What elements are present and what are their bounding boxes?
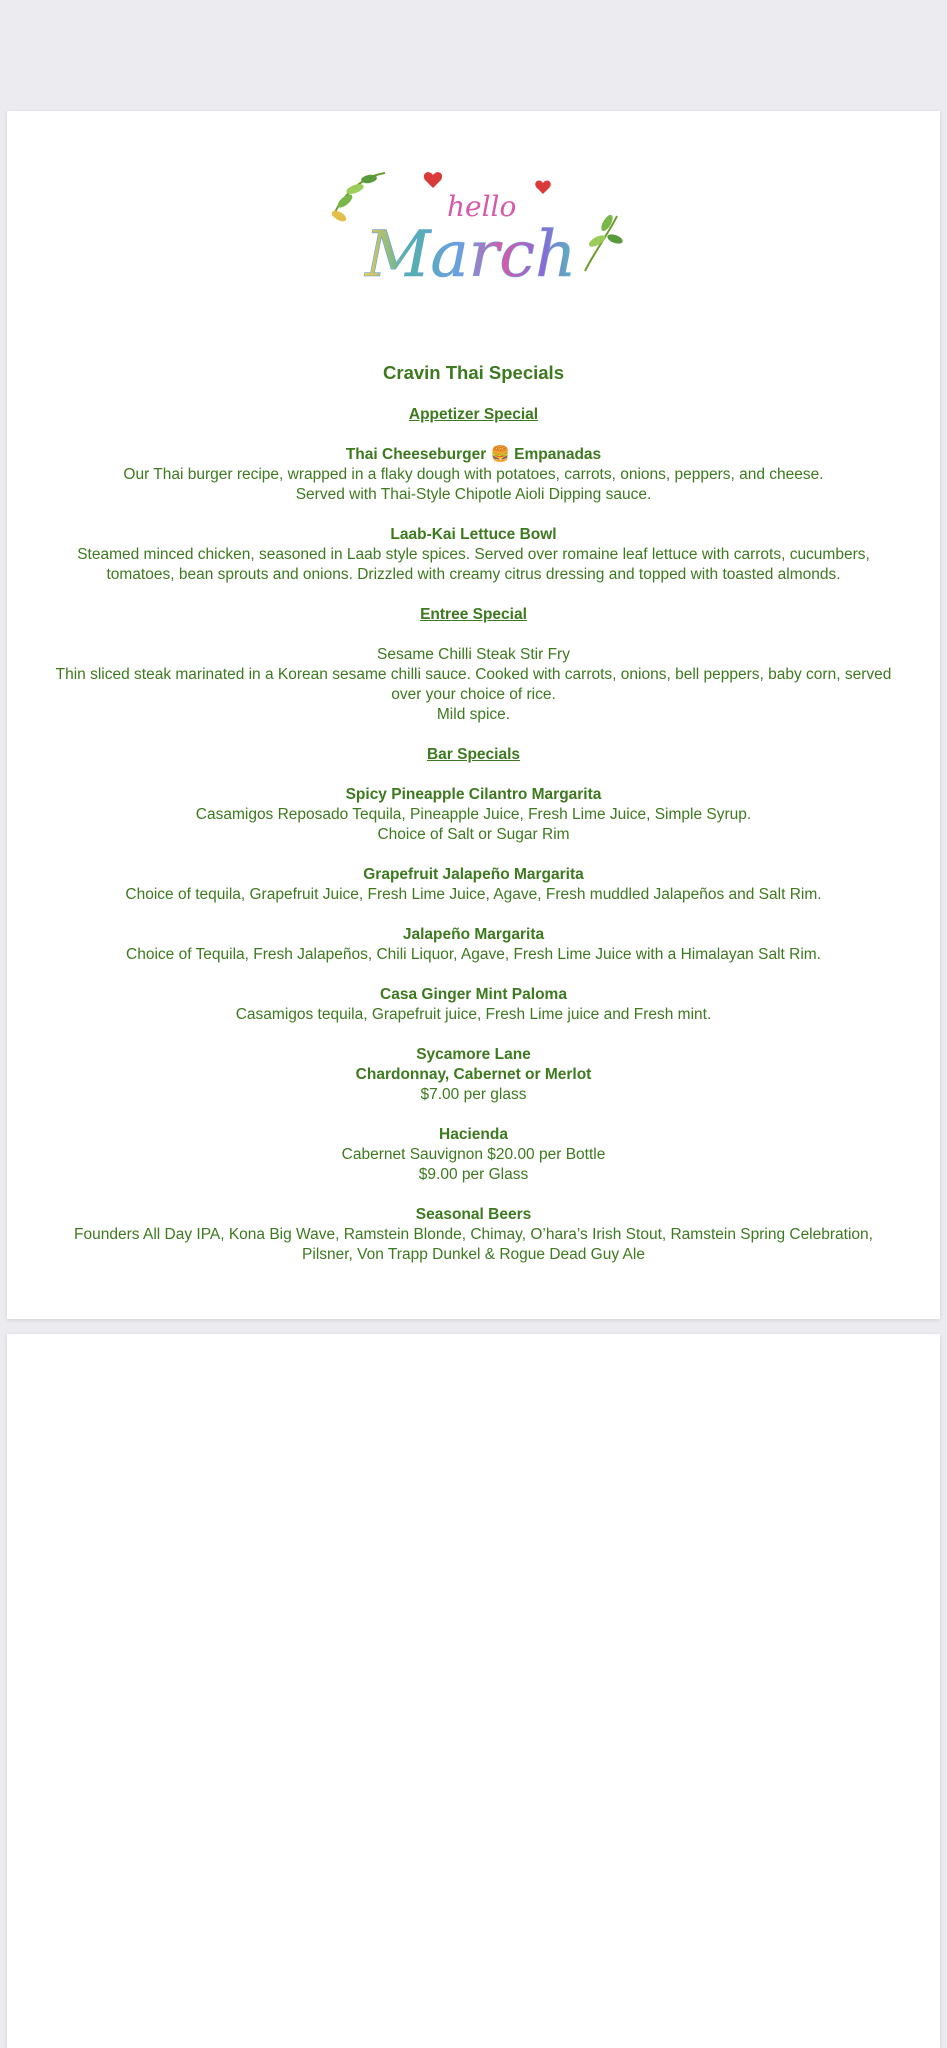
hello-march-logo [325,161,625,291]
empanadas-desc-2: Served with Thai-Style Chipotle Aioli Dipping sauce. [295,486,652,503]
menu-title: Cravin Thai Specials [383,362,564,383]
hacienda-name: Hacienda [439,1126,508,1143]
stir-fry-name: Sesame Chilli Steak Stir Fry [377,646,570,663]
menu-page-2 [7,1334,940,2048]
bar-heading: Bar Specials [426,746,521,763]
paloma-name: Casa Ginger Mint Paloma [380,986,567,1003]
seasonal-beers-desc-2: Pilsner, Von Trapp Dunkel & Rogue Dead Guy Ale [302,1246,645,1263]
lettuce-bowl-name: Laab-Kai Lettuce Bowl [390,526,557,543]
seasonal-beers-name: Seasonal Beers [415,1206,532,1223]
empanadas-name: Thai Cheeseburger 🍔 Empanadas [345,446,602,463]
entree-heading: Entree Special [420,606,527,623]
pineapple-margarita-desc-1: Casamigos Reposado Tequila, Pineapple Juice, Fresh Lime Juice, Simple Syrup. [195,806,752,823]
logo-hello-text: hello [447,190,517,223]
sycamore-lane-price: $7.00 per glass [420,1086,527,1103]
jalapeno-margarita-desc: Choice of Tequila, Fresh Jalapeños, Chili Liquor, Agave, Fresh Lime Juice with a Himalayan Salt Rim. [126,946,821,963]
logo-march-text: March [365,218,577,291]
menu-content [7,361,940,1265]
empanadas-desc-1: Our Thai burger recipe, wrapped in a flaky dough with potatoes, carrots, onions, peppers, and cheese. [123,466,824,483]
hacienda-bottle-price: Cabernet Sauvignon $20.00 per Bottle [341,1146,606,1163]
jalapeno-margarita-name: Jalapeño Margarita [402,926,545,943]
lettuce-bowl-desc-1: Steamed minced chicken, seasoned in Laab style spices. Served over romaine leaf lettuce with carrots, cucumbers, [77,546,870,563]
sycamore-lane-name: Sycamore Lane [416,1046,531,1063]
stir-fry-desc-2: over your choice of rice. [391,686,556,703]
grapefruit-margarita-name: Grapefruit Jalapeño Margarita [363,866,584,883]
seasonal-beers-desc-1: Founders All Day IPA, Kona Big Wave, Ramstein Blonde, Chimay, O’hara’s Irish Stout, Ramstein Spring Celebration, [74,1226,873,1243]
pineapple-margarita-desc-2: Choice of Salt or Sugar Rim [377,826,570,843]
grapefruit-margarita-desc: Choice of tequila, Grapefruit Juice, Fresh Lime Juice, Agave, Fresh muddled Jalapeños and Salt Rim. [125,886,822,903]
lettuce-bowl-desc-2: tomatoes, bean sprouts and onions. Drizzled with creamy citrus dressing and topped with toasted almonds. [106,566,841,583]
pineapple-margarita-name: Spicy Pineapple Cilantro Margarita [345,786,602,803]
stir-fry-desc-1: Thin sliced steak marinated in a Korean sesame chilli sauce. Cooked with carrots, onions, bell peppers, baby corn, served [55,666,892,683]
paloma-desc: Casamigos tequila, Grapefruit juice, Fresh Lime juice and Fresh mint. [235,1006,712,1023]
sycamore-lane-varietals: Chardonnay, Cabernet or Merlot [355,1066,592,1083]
hacienda-glass-price: $9.00 per Glass [418,1166,529,1183]
appetizer-heading: Appetizer Special [408,406,539,423]
menu-page-1 [7,111,940,1319]
stir-fry-desc-3: Mild spice. [436,706,511,723]
